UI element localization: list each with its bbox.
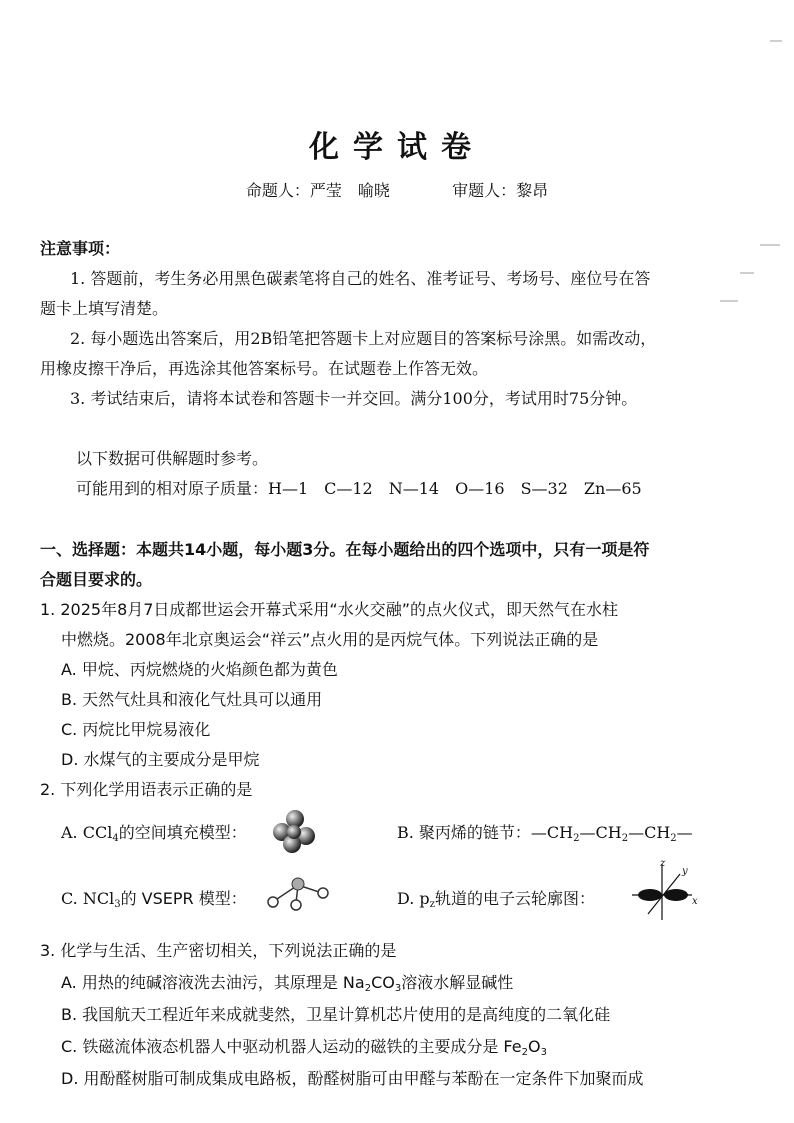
option-a-text: 溶液水解显碱性 [401,973,514,992]
option-b-text: —CH [579,823,622,842]
question-1-option-d: D. 水煤气的主要成分是甲烷 [61,750,260,769]
option-b-text: — [676,823,693,842]
subscript: 2 [573,833,580,844]
section-heading-cont: 合题目要求的。 [40,570,153,589]
note-item-1-cont: 题卡上填写清楚。 [40,299,169,318]
option-c-text: C. 铁磁流体液态机器人中驱动机器人运动的磁铁的主要成分是 Fe [61,1037,522,1056]
question-3-option-b: B. 我国航天工程近年来成就斐然，卫星计算机芯片使用的是高纯度的二氧化硅 [61,1005,611,1024]
note-item-1: 1. 答题前，考生务必用黑色碳素笔将自己的姓名、准考证号、考场号、座位号在答 [70,269,651,288]
option-d-text: D. p [397,889,430,908]
option-c-text: 的 VSEPR 模型： [120,889,247,908]
note-item-3: 3. 考试结束后，请将本试卷和答题卡一并交回。满分100分，考试用时75分钟。 [70,389,638,408]
subscript: 2 [364,983,372,994]
scan-mark [760,244,780,246]
authors-line [0,178,794,201]
subscript: 3 [114,899,121,910]
question-2-option-b [397,820,693,843]
option-a-text: CO [371,973,395,992]
question-2-option-c [61,886,247,909]
subscript: 3 [394,983,402,994]
note-item-2: 2. 每小题选出答案后，用2B铅笔把答题卡上对应题目的答案标号涂黑。如需改动， [70,329,657,348]
subscript: 2 [621,833,629,844]
page-title: 化学试卷 [309,130,485,165]
option-a-text: A. CCl [61,823,113,842]
author-label: 命题人：严莹 喻晓 [245,181,390,200]
question-3-option-d: D. 用酚醛树脂可制成集成电路板，酚醛树脂可由甲醛与苯酚在一定条件下加聚而成 [61,1069,644,1088]
section-heading: 一、选择题：本题共14小题，每小题3分。在每小题给出的四个选项中，只有一项是符 [40,540,650,559]
question-1-stem: 1. 2025年8月7日成都世运会开幕式采用“水火交融”的点火仪式，即天然气在水柱 [40,600,619,619]
option-c-text: C. NCl [61,889,115,908]
data-note-intro: 以下数据可供解题时参考。 [76,449,269,468]
option-c-text: O [527,1037,541,1056]
axis-z-label: z [660,858,666,869]
subscript: 2 [670,833,677,844]
subscript: 3 [540,1047,547,1058]
question-2-stem: 2. 下列化学用语表示正确的是 [40,780,253,799]
subscript: z [429,899,435,910]
question-3-option-a [61,970,513,993]
question-2-option-d [397,886,595,909]
ccl4-space-filling-model [270,806,320,856]
option-b-text: —CH [628,823,671,842]
subscript: 2 [521,1047,528,1058]
option-b-text: B. 聚丙烯的链节：—CH [397,823,574,842]
scan-mark [770,40,782,42]
scan-mark [720,300,738,302]
reviewer-label: 审题人：黎昂 [452,181,549,200]
note-item-2-cont: 用橡皮擦干净后，再选涂其他答案标号。在试题卷上作答无效。 [40,359,489,378]
question-3-stem: 3. 化学与生活、生产密切相关，下列说法正确的是 [40,941,397,960]
axis-y-label: y [682,866,688,877]
question-1-option-c: C. 丙烷比甲烷易液化 [61,720,211,739]
question-1-option-b: B. 天然气灶具和液化气灶具可以通用 [61,690,323,709]
scan-mark [740,272,754,274]
axis-x-label: x [692,896,698,907]
option-a-text: A. 用热的纯碱溶液洗去油污，其原理是 Na [61,973,365,992]
question-1-option-a: A. 甲烷、丙烷燃烧的火焰颜色都为黄色 [61,660,338,679]
pz-orbital-diagram [628,858,700,924]
ncl3-vsepr-model [262,873,334,913]
question-2-option-a [61,820,247,843]
subscript: 4 [112,833,119,844]
atomic-masses: 可能用到的相对原子质量：H—1 C—12 N—14 O—16 S—32 Zn—65 [76,479,642,498]
option-d-text: 轨道的电子云轮廓图： [434,889,595,908]
question-3-option-c [61,1034,547,1057]
question-1-stem-cont: 中燃烧。2008年北京奥运会“祥云”点火用的是丙烷气体。下列说法正确的是 [61,630,599,649]
option-a-text: 的空间填充模型： [118,823,247,842]
notes-heading: 注意事项： [40,239,121,258]
